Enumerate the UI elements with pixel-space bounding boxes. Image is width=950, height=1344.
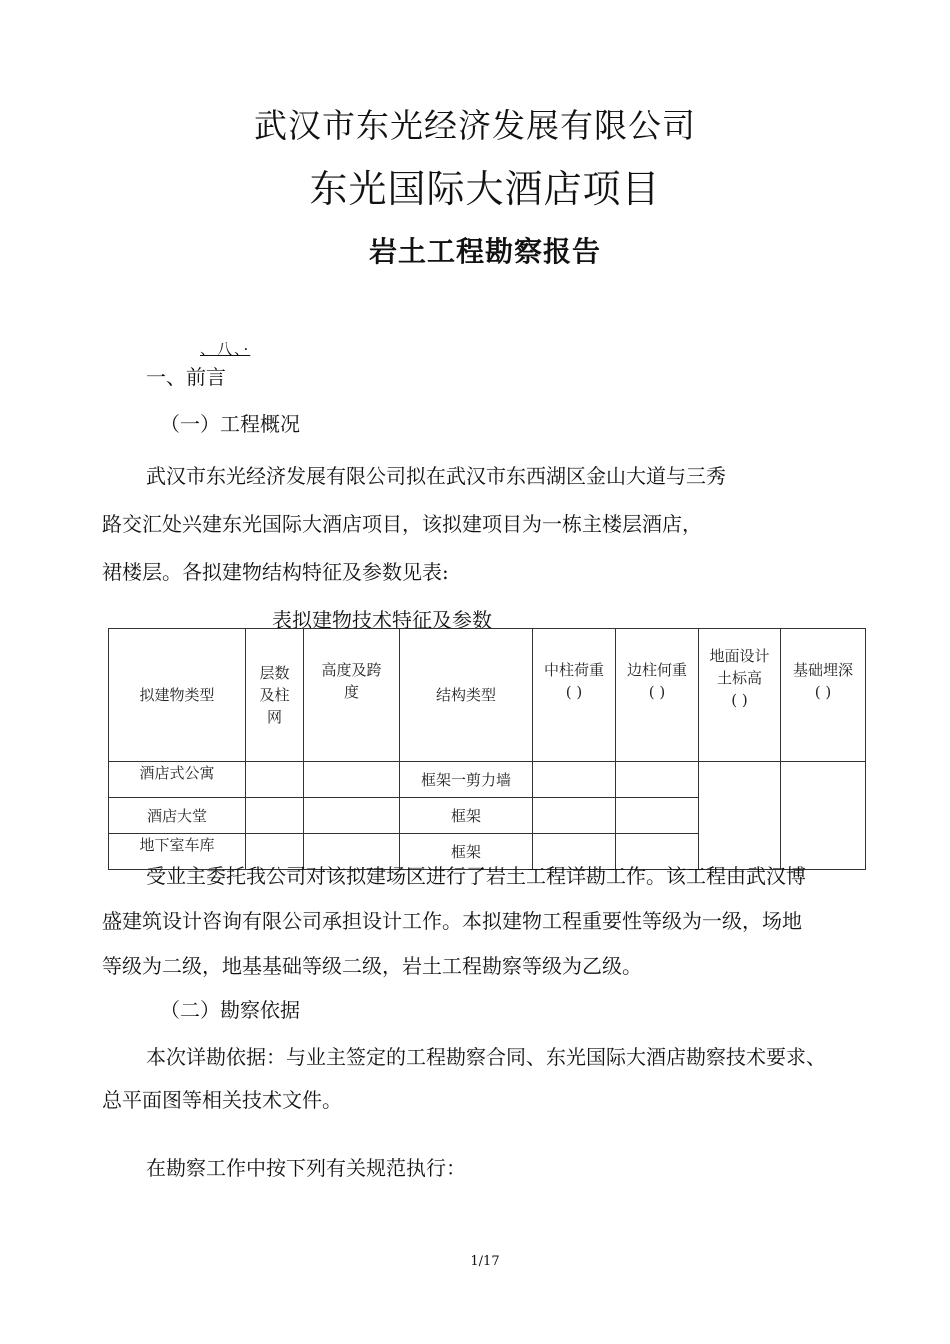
- paragraph-commission-line: 盛建筑设计咨询有限公司承担设计工作。本拟建物工程重要性等级为一级，场地: [102, 909, 802, 933]
- document-title-report: 岩土工程勘察报告: [368, 235, 601, 268]
- paragraph-overview-line: 裙楼层。各拟建物结构特征及参数见表:: [102, 560, 449, 584]
- header-cell: 层数 及柱 网: [246, 629, 304, 762]
- cell-structure-type: 框架: [400, 834, 533, 870]
- section-heading-preface: 一、前言: [146, 365, 226, 389]
- cell-empty: [533, 798, 616, 834]
- cell-empty: [246, 762, 304, 798]
- subsection-heading-overview: （一）工程概况: [160, 412, 300, 436]
- document-title-project: 东光国际大酒店项目: [309, 167, 661, 211]
- cell-building-type: 地下室车库: [109, 834, 246, 870]
- paragraph-standards-intro: 在勘察工作中按下列有关规范执行：: [146, 1156, 466, 1180]
- cell-structure-type: 框架: [400, 798, 533, 834]
- header-cell: 高度及跨 度: [304, 629, 400, 762]
- cell-empty: [781, 762, 866, 870]
- paragraph-basis-line: 总平面图等相关技术文件。: [102, 1088, 342, 1112]
- header-cell: 拟建物类型: [109, 629, 246, 762]
- cell-building-type: 酒店式公寓: [109, 762, 246, 798]
- document-title-company: 武汉市东光经济发展有限公司: [254, 106, 696, 145]
- cell-empty: [304, 798, 400, 834]
- paragraph-commission-line: 等级为二级，地基基础等级二级，岩土工程勘察等级为乙级。: [102, 954, 642, 978]
- paragraph-commission-line: 受业主委托我公司对该拟建场区进行了岩土工程详勘工作。该工程由武汉博: [146, 864, 806, 888]
- subsection-heading-basis: （二）勘察依据: [160, 998, 300, 1022]
- cell-empty: [616, 798, 699, 834]
- header-cell: 边柱何重 ( ): [616, 629, 699, 762]
- cell-building-type: 酒店大堂: [109, 798, 246, 834]
- cell-empty: [246, 798, 304, 834]
- table-header-row: [109, 629, 866, 762]
- cell-structure-type: 框架一剪力墙: [400, 762, 533, 798]
- paragraph-overview-line: 武汉市东光经济发展有限公司拟在武汉市东西湖区金山大道与三秀: [146, 464, 726, 488]
- header-cell: 地面设计 土标高 ( ): [699, 629, 781, 762]
- stray-marks: 、八、·: [200, 340, 251, 358]
- header-cell: 结构类型: [400, 629, 533, 762]
- paragraph-basis-line: 本次详勘依据：与业主签定的工程勘察合同、东光国际大酒店勘察技术要求、: [146, 1045, 826, 1069]
- table-row: [109, 762, 866, 798]
- cell-empty: [616, 762, 699, 798]
- cell-empty: [533, 762, 616, 798]
- cell-empty: [304, 762, 400, 798]
- paragraph-overview-line: 路交汇处兴建东光国际大酒店项目，该拟建项目为一栋主楼层酒店，: [102, 512, 702, 536]
- building-parameters-table: [108, 628, 866, 870]
- header-cell: 基础埋深 ( ): [781, 629, 866, 762]
- table-caption: 表拟建物技术特征及参数: [272, 608, 492, 632]
- page-number: 1/17: [470, 1254, 500, 1269]
- cell-empty: [699, 762, 781, 870]
- header-cell: 中柱荷重 ( ): [533, 629, 616, 762]
